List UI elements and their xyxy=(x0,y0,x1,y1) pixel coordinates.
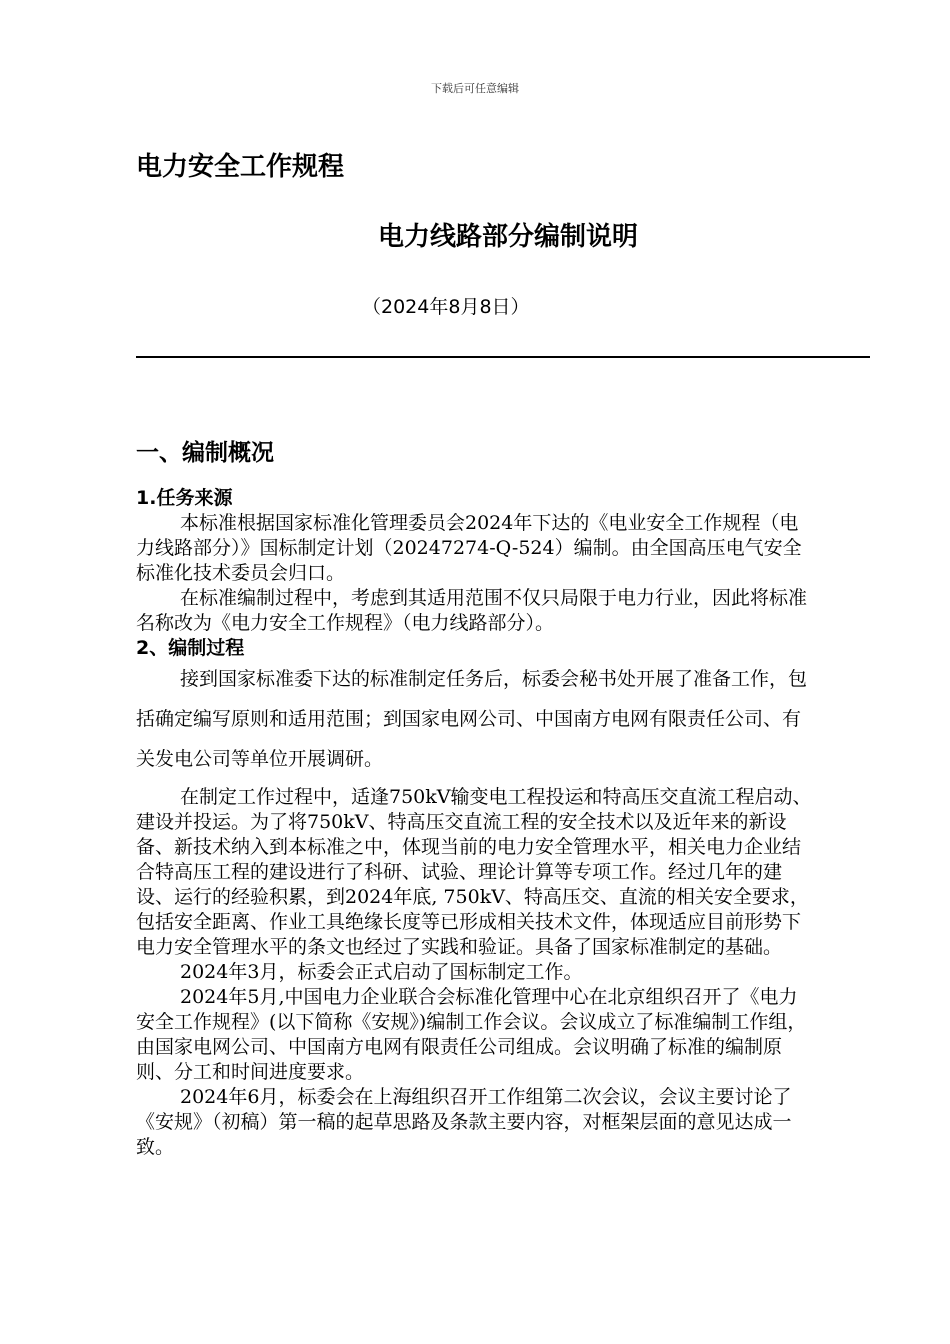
paragraph: 在标准编制过程中，考虑到其适用范围不仅只局限于电力行业，因此将标准名称改为《电力安全工作规程》（电力线路部分）。 xyxy=(136,587,808,634)
paragraph: 接到国家标准委下达的标准制定任务后，标委会秘书处开展了准备工作，包括确定编写原则和适用范围；到国家电网公司、中国南方电网有限责任公司、有关发电公司等单位开展调研。 xyxy=(136,668,808,770)
subsection-heading: 1.任务来源 xyxy=(136,487,233,509)
paragraph: 2024年6月，标委会在上海组织召开工作组第二次会议，会议主要讨论了《安规》（初稿）第一稿的起草思路及条款主要内容，对框架层面的意见达成一致。 xyxy=(136,1086,792,1158)
document-body xyxy=(136,486,816,1160)
subsection-heading: 2、编制过程 xyxy=(136,637,245,659)
paragraph: 2024年3月，标委会正式启动了国标制定工作。 xyxy=(180,961,583,983)
section-heading: 一、编制概况 xyxy=(136,440,274,466)
document-subtitle: 电力线路部分编制说明 xyxy=(378,222,639,252)
paragraph: 本标准根据国家标准化管理委员会2024年下达的《电业安全工作规程（电力线路部分）》国标制定计划（20247274-Q-524）编制。由全国高压电气安全标准化技术委员会归口。 xyxy=(136,512,802,584)
document-date: （2024年8月8日） xyxy=(362,296,530,318)
paragraph: 2024年5月,中国电力企业联合会标准化管理中心在北京组织召开了《电力安全工作规程》(以下简称《安规》)编制工作会议。会议成立了标准编制工作组，由国家电网公司、中国南方电网有限责任公司组成。会议明确了标准的编制原则、分工和时间进度要求。 xyxy=(136,986,807,1083)
document-title: 电力安全工作规程 xyxy=(136,152,345,182)
horizontal-rule xyxy=(136,356,870,358)
paragraph: 在制定工作过程中，适逢750kV输变电工程投运和特高压交直流工程启动、建设并投运。为了将750kV、特高压交直流工程的安全技术以及近年来的新设备、新技术纳入到本标准之中，体现当前的电力安全管理水平，相关电力企业结合特高压工程的建设进行了科研、试验、理论计算等专项工作。经过几年的建设、运行的经验积累，到2024年底, 750kV、特高压交、直流的相关安全要求，包括安全距离、作业工具绝缘长度等已形成相关技术文件，体现适应目前形势下电力安全管理水平的条文也经过了实践和验证。具备了国家标准制定的基础。 xyxy=(136,786,812,958)
header-note: 下载后可任意编辑 xyxy=(431,82,519,95)
